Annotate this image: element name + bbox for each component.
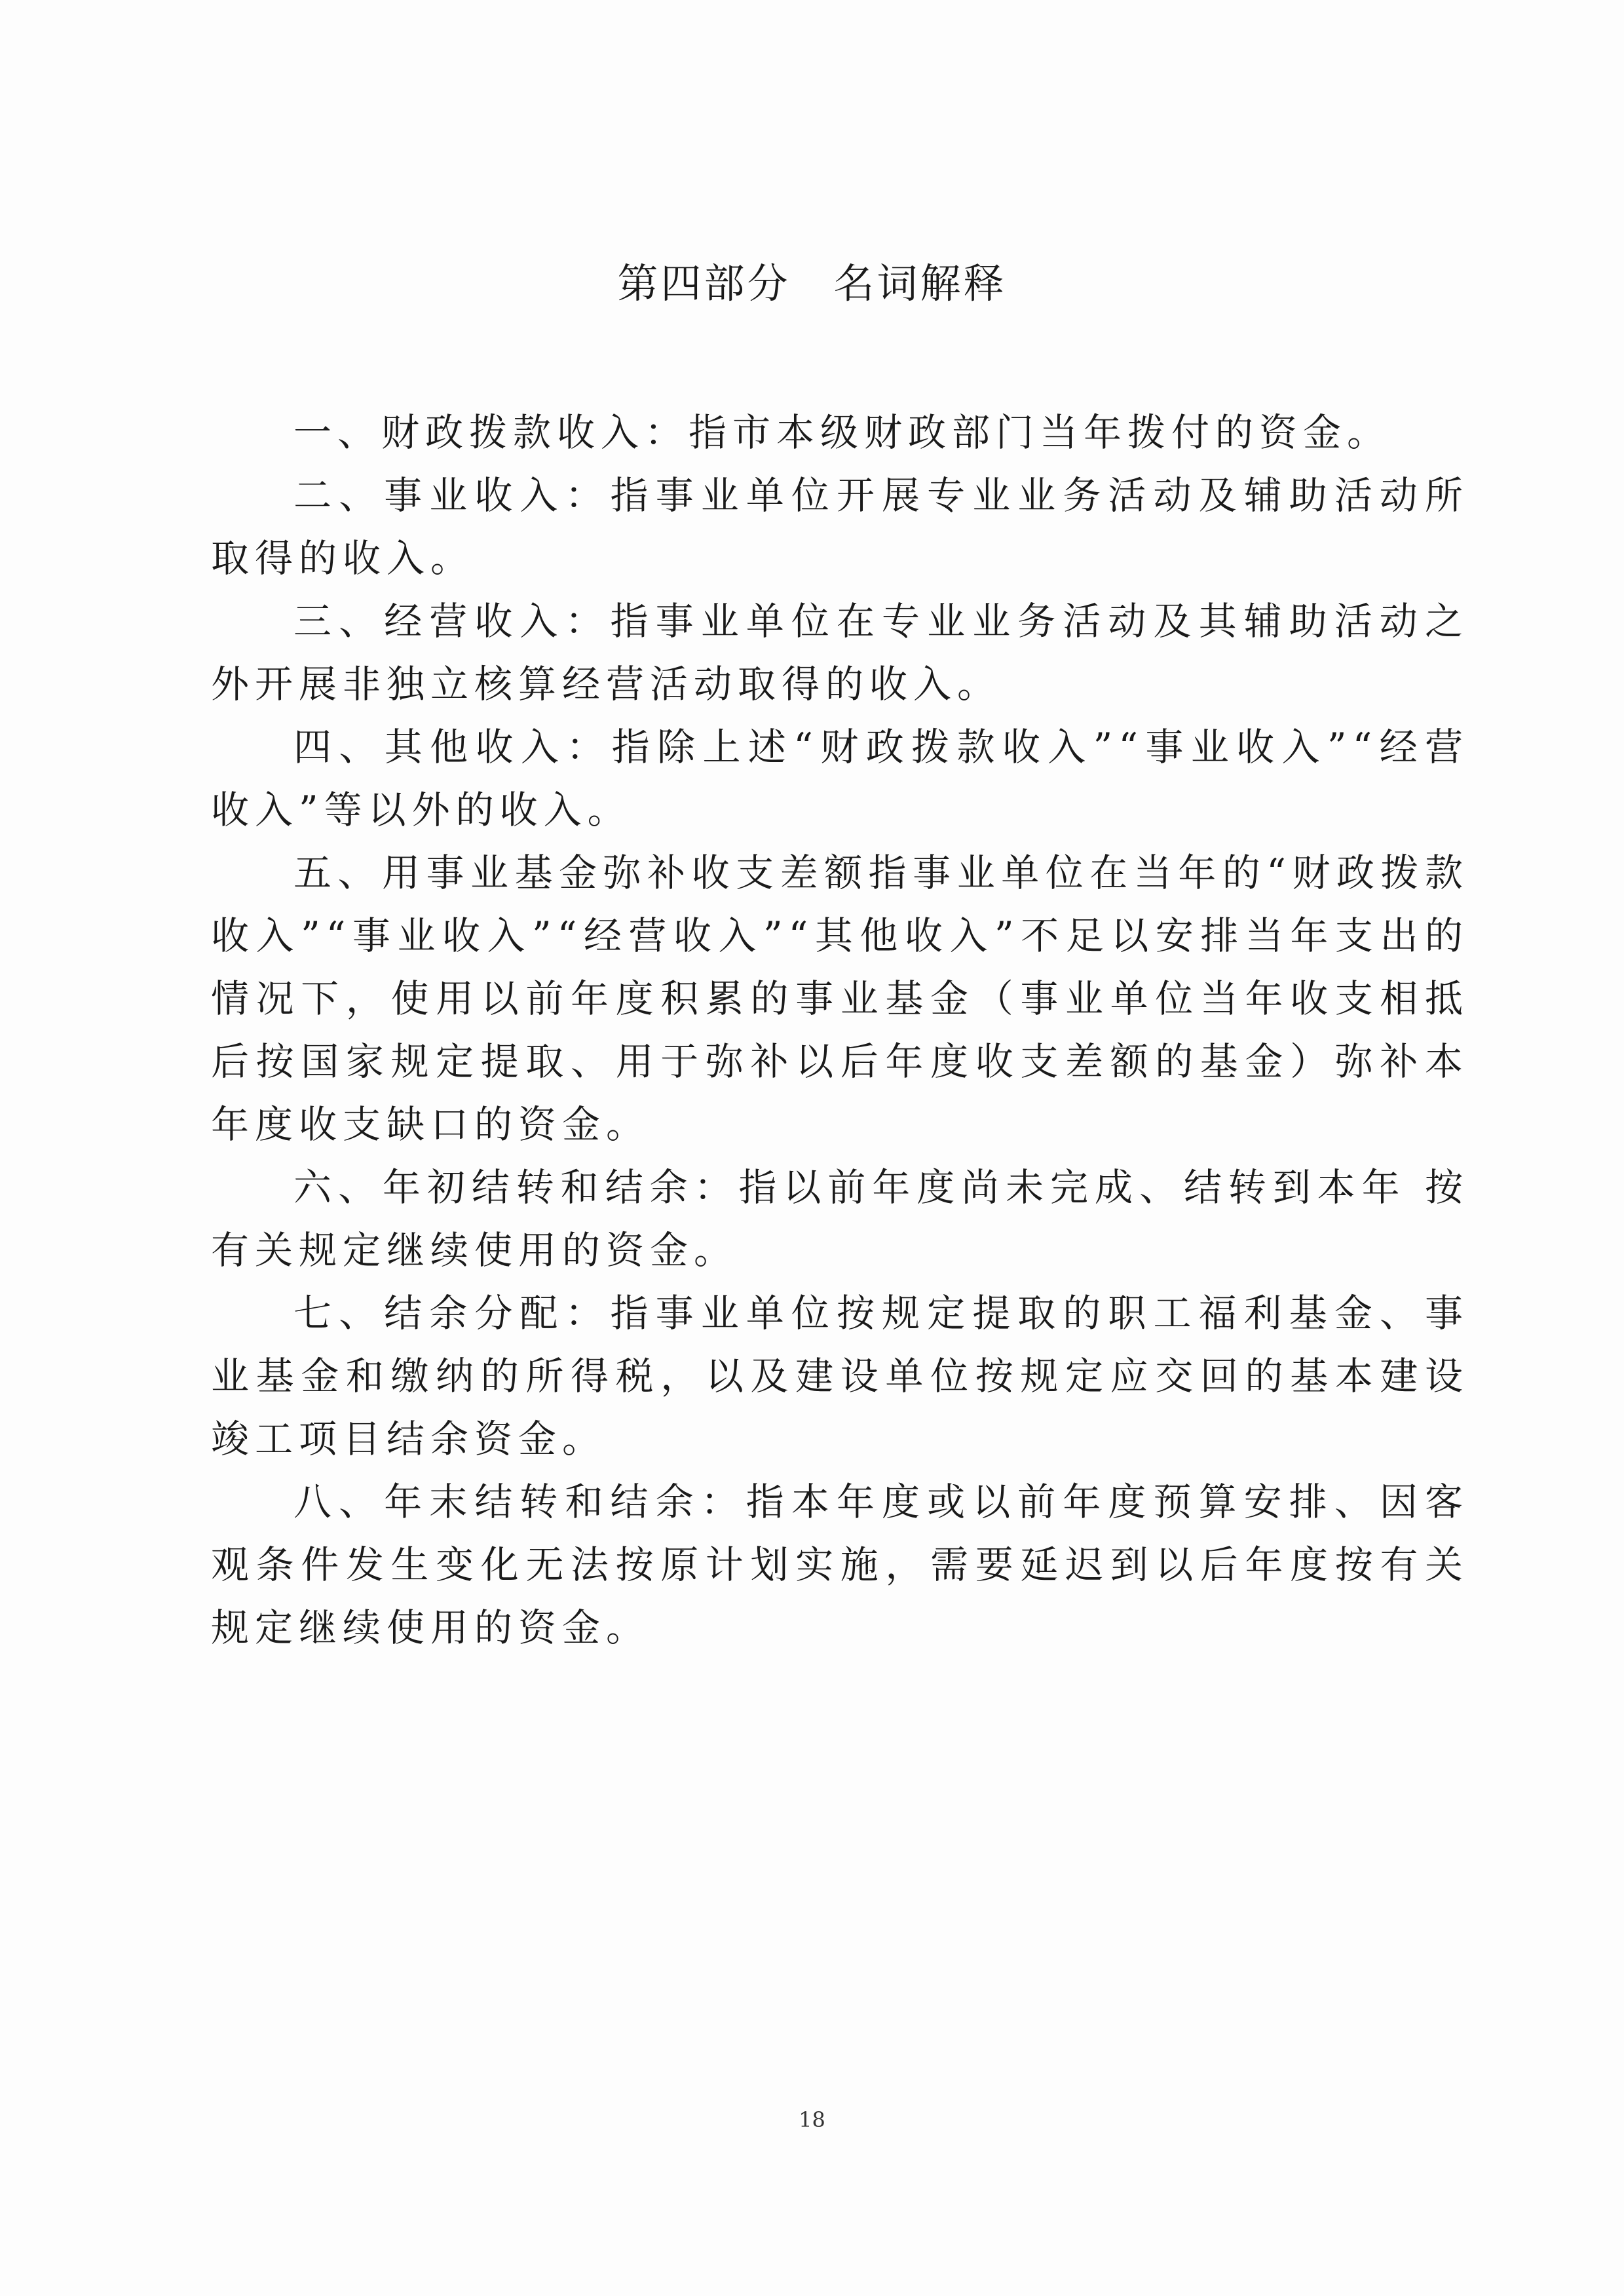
section-title: 第四部分 名词解释 — [617, 259, 1007, 307]
paragraph-3: 三、经营收入：指事业单位在专业业务活动及其辅助活动之外开展非独立核算经营活动取得的收入。 — [211, 599, 1469, 706]
document-body — [211, 401, 1469, 1659]
paragraph-4: 四、其他收入：指除上述“财政拨款收入”“事业收入”“经营收入”等以外的收入。 — [211, 725, 1469, 832]
paragraph-5: 五、用事业基金弥补收支差额指事业单位在当年的“财政拨款收入”“事业收入”“经营收入”“其他收入”不足以安排当年支出的情况下，使用以前年度积累的事业基金（事业单位当年收支相抵后按国家规定提取、用于弥补以后年度收支差额的基金）弥补本年度收支缺口的资金。 — [211, 851, 1469, 1147]
paragraph-7: 七、结余分配：指事业单位按规定提取的职工福利基金、事业基金和缴纳的所得税，以及建设单位按规定应交回的基本建设竣工项目结余资金。 — [211, 1291, 1469, 1461]
paragraph-2: 二、事业收入：指事业单位开展专业业务活动及辅助活动所取得的收入。 — [211, 473, 1469, 581]
paragraph-1: 一、财政拨款收入：指市本级财政部门当年拨付的资金。 — [293, 410, 1391, 455]
paragraph-6: 六、年初结转和结余：指以前年度尚未完成、结转到本年 按有关规定继续使用的资金。 — [211, 1165, 1469, 1272]
paragraph-8: 八、年末结转和结余：指本年度或以前年度预算安排、因客观条件发生变化无法按原计划实施，需要延迟到以后年度按有关规定继续使用的资金。 — [211, 1480, 1469, 1650]
page-number: 18 — [799, 2107, 825, 2132]
